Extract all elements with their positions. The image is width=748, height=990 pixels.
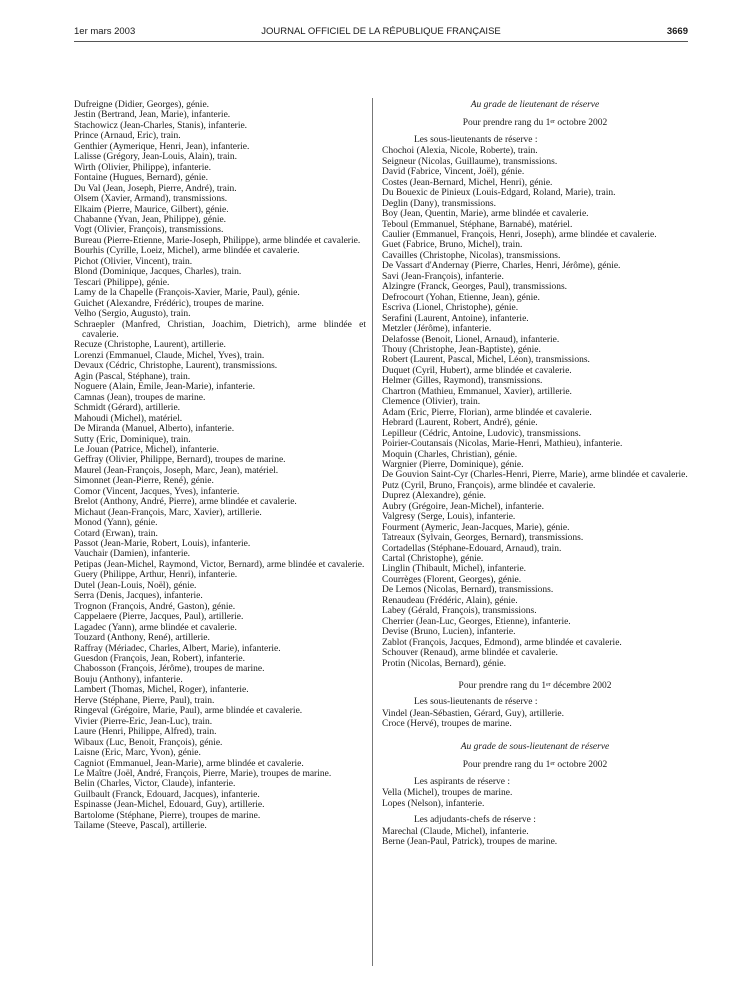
list-item: Geffray (Olivier, Philippe, Bernard), troupes de marine.: [74, 455, 286, 466]
list-item: Chochoi (Alexia, Nicole, Roberte), train.: [382, 146, 538, 157]
list-item: Clemence (Olivier), train.: [382, 397, 481, 408]
list-item: Wibaux (Luc, Benoit, François), génie.: [74, 737, 223, 748]
list-item: Marechal (Claude, Michel), infanterie.: [382, 826, 529, 837]
rank-date-sup: er: [546, 682, 551, 689]
entries-list-3: [382, 788, 688, 809]
page-number: 3669: [666, 26, 688, 37]
list-item: Agin (Pascal, Stéphane), train.: [74, 371, 191, 382]
list-item: Cortadellas (Stéphane-Edouard, Arnaud), train.: [382, 543, 562, 554]
list-item: Dutel (Jean-Louis, Noël), génie.: [74, 580, 197, 591]
list-item: Laure (Henri, Philippe, Alfred), train.: [74, 727, 217, 738]
list-item: Touzard (Anthony, René), artillerie.: [74, 633, 210, 644]
list-item: Schouver (Renaud), arme blindée et cavalerie.: [382, 648, 558, 659]
list-item: Lorenzi (Emmanuel, Claude, Michel, Yves), train.: [74, 350, 265, 361]
list-item: Valgresy (Serge, Louis), infanterie.: [382, 512, 516, 523]
list-item: Guesdon (François, Jean, Robert), infanterie.: [74, 654, 245, 665]
list-item: De Vassart d'Andernay (Pierre, Charles, Henri, Jérôme), génie.: [382, 261, 621, 272]
list-item: Le Jouan (Patrice, Michel), infanterie.: [74, 444, 219, 455]
list-item: Michaut (Jean-François, Marc, Xavier), artillerie.: [74, 507, 262, 518]
list-item: Blond (Dominique, Jacques, Charles), train.: [74, 267, 242, 278]
list-item: Camnas (Jean), troupes de marine.: [74, 392, 206, 403]
list-item: Teboul (Emmanuel, Stéphane, Barnabé), matériel.: [382, 219, 573, 230]
list-item: Le Maître (Joël, André, François, Pierre, Marie), troupes de marine.: [74, 769, 332, 779]
list-item: Fourment (Aymeric, Jean-Jacques, Marie), génie.: [382, 522, 570, 533]
issue-date: 1er mars 2003: [74, 26, 136, 37]
rank-date-october-2: [382, 760, 688, 770]
list-item: Schraepler (Manfred, Christian, Joachim, Dietrich), arme blindée et cavalerie.: [74, 319, 366, 340]
list-item: Espinasse (Jean-Michel, Edouard, Guy), artillerie.: [74, 800, 265, 811]
list-item: Monod (Yann), génie.: [74, 518, 158, 529]
list-item: Recuze (Christophe, Laurent), artillerie.: [74, 340, 226, 351]
category-sous-lieutenants: Les sous-lieutenants de réserve :: [414, 134, 538, 145]
list-item: Herve (Stéphane, Pierre, Paul), train.: [74, 695, 215, 706]
list-item: Cherrier (Jean-Luc, Georges, Etienne), infanterie.: [382, 616, 571, 627]
column-divider: [372, 98, 373, 966]
rank-date-text: octobre 2002: [555, 118, 608, 129]
list-item: Cavailles (Christophe, Nicolas), transmissions.: [382, 250, 561, 261]
left-column: [74, 100, 366, 832]
list-item: Du Val (Jean, Joseph, Pierre, André), train.: [74, 183, 237, 194]
list-item: Laisne (Eric, Marc, Yvon), génie.: [74, 748, 201, 759]
rank-date-text: Pour prendre rang du 1: [458, 681, 547, 692]
list-item: Wargnier (Pierre, Dominique), génie.: [382, 459, 524, 470]
list-item: Berne (Jean-Paul, Patrick), troupes de marine.: [382, 837, 558, 847]
entries-list-2: [382, 709, 688, 730]
list-item: Hebrard (Laurent, Robert, André), génie.: [382, 418, 538, 429]
category-aspirants: Les aspirants de réserve :: [414, 776, 511, 787]
list-item: Cappelaere (Pierre, Jacques, Paul), artillerie.: [74, 612, 244, 623]
category-sous-lieutenants-2: Les sous-lieutenants de réserve :: [414, 697, 538, 708]
rank-date-text: octobre 2002: [555, 760, 608, 771]
list-item: Lagadec (Yann), arme blindée et cavalerie.: [74, 622, 237, 633]
list-item: Serra (Denis, Jacques), infanterie.: [74, 591, 203, 602]
list-item: Protin (Nicolas, Bernard), génie.: [382, 658, 506, 669]
list-item: Petipas (Jean-Michel, Raymond, Victor, Bernard), arme blindée et cavalerie.: [74, 559, 365, 570]
list-item: Robert (Laurent, Pascal, Michel, Léon), transmissions.: [382, 355, 590, 366]
list-item: Guet (Fabrice, Bruno, Michel), train.: [382, 240, 523, 251]
list-item: Courrèges (Florent, Georges), génie.: [382, 574, 522, 585]
list-item: Cotard (Erwan), train.: [74, 528, 158, 539]
list-item: Vella (Michel), troupes de marine.: [382, 788, 513, 799]
list-item: Schmidt (Gérard), artillerie.: [74, 403, 181, 414]
category-adjudants-chefs: Les adjudants-chefs de réserve :: [414, 815, 536, 826]
list-item: Seigneur (Nicolas, Guillaume), transmissions.: [382, 156, 558, 167]
right-column: [382, 100, 688, 847]
list-item: Bartolome (Stéphane, Pierre), troupes de marine.: [74, 810, 261, 821]
rank-date-text: Pour prendre rang du 1: [462, 760, 551, 771]
list-item: Cagniot (Emmanuel, Jean-Marie), arme blindée et cavalerie.: [74, 758, 304, 769]
list-item: Aubry (Grégoire, Jean-Michel), infanterie.: [382, 501, 544, 512]
rank-date-sup: er: [550, 761, 555, 768]
list-item: Maurel (Jean-François, Joseph, Marc, Jean), matériel.: [74, 465, 279, 476]
list-item: Serafini (Laurent, Antoine), infanterie.: [382, 313, 529, 324]
entries-list-4: [382, 827, 688, 848]
list-item: Moquin (Charles, Christian), génie.: [382, 449, 518, 460]
list-item: Vogt (Olivier, François), transmissions.: [74, 225, 224, 236]
list-item: Genthier (Aymerique, Henri, Jean), infanterie.: [74, 141, 250, 152]
page-header: [74, 26, 688, 40]
list-item: Metzler (Jérôme), infanterie.: [382, 324, 492, 335]
list-item: Helmer (Gilles, Raymond), transmissions.: [382, 376, 543, 387]
list-item: Renaudeau (Frédéric, Alain), génie.: [382, 595, 518, 606]
list-item: Guery (Philippe, Arthur, Henri), infanterie.: [74, 570, 238, 581]
list-item: Thouy (Christophe, Jean-Baptiste), génie.: [382, 344, 541, 355]
list-item: Lopes (Nelson), infanterie.: [382, 798, 485, 809]
list-item: Fontaine (Hugues, Bernard), génie.: [74, 173, 209, 184]
list-item: Lepilleur (Cédric, Antoine, Ludovic), transmissions.: [382, 428, 581, 439]
journal-title: JOURNAL OFFICIEL DE LA RÉPUBLIQUE FRANÇAISE: [261, 26, 501, 37]
list-item: Raffray (Mériadec, Charles, Albert, Marie), infanterie.: [74, 643, 281, 654]
list-item: Costes (Jean-Bernard, Michel, Henri), génie.: [382, 177, 553, 188]
list-item: Guichet (Alexandre, Frédéric), troupes de marine.: [74, 298, 264, 309]
list-item: Prince (Arnaud, Eric), train.: [74, 131, 181, 142]
list-item: Savi (Jean-François), infanterie.: [382, 271, 504, 282]
list-item: Bourhis (Cyrille, Loeiz, Michel), arme blindée et cavalerie.: [74, 246, 300, 257]
list-item: Duquet (Cyril, Hubert), arme blindée et cavalerie.: [382, 365, 572, 376]
list-item: Comor (Vincent, Jacques, Yves), infanterie.: [74, 486, 240, 497]
list-item: Caulier (Emmanuel, François, Henri, Joseph), arme blindée et cavalerie.: [382, 229, 657, 240]
list-item: Bouju (Anthony), infanterie.: [74, 674, 183, 685]
list-item: Pichot (Olivier, Vincent), train.: [74, 256, 193, 267]
list-item: Defrocourt (Yohan, Etienne, Jean), génie.: [382, 292, 540, 303]
list-item: Putz (Cyril, Bruno, François), arme blindée et cavalerie.: [382, 480, 596, 491]
list-item: Passot (Jean-Marie, Robert, Louis), infanterie.: [74, 539, 251, 550]
list-item: Croce (Hervé), troupes de marine.: [382, 719, 512, 730]
list-item: De Gouvion Saint-Cyr (Charles-Henri, Pierre, Marie), arme blindée et cavalerie.: [382, 470, 688, 481]
list-item: Chabanne (Yvan, Jean, Philippe), génie.: [74, 214, 227, 225]
rank-date-text: décembre 2002: [550, 681, 612, 692]
list-item: Chartron (Mathieu, Emmanuel, Xavier), artillerie.: [382, 386, 572, 397]
list-item: Alzingre (Franck, Georges, Paul), transmissions.: [382, 282, 568, 293]
list-item: Zablot (François, Jacques, Edmond), arme blindée et cavalerie.: [382, 637, 622, 648]
list-item: David (Fabrice, Vincent, Joël), génie.: [382, 167, 525, 178]
list-item: Vivier (Pierre-Eric, Jean-Luc), train.: [74, 716, 213, 727]
list-item: Escriva (Lionel, Christophe), génie.: [382, 303, 519, 314]
list-item: Boy (Jean, Quentin, Marie), arme blindée et cavalerie.: [382, 209, 589, 220]
list-item: Simonnet (Jean-Pierre, René), génie.: [74, 476, 214, 487]
list-item: Du Bouexic de Pinieux (Louis-Edgard, Roland, Marie), train.: [382, 188, 616, 199]
list-item: Chabosson (François, Jérôme), troupes de marine.: [74, 664, 265, 675]
list-item: Brelot (Anthony, André, Pierre), arme blindée et cavalerie.: [74, 497, 297, 508]
list-item: Delafosse (Benoit, Lionel, Arnaud), infanterie.: [382, 334, 560, 345]
rank-date-sup: er: [550, 119, 555, 126]
list-item: Mahoudi (Michel), matériel.: [74, 413, 183, 424]
grade-heading-sous-lieutenant: Au grade de sous-lieutenant de réserve: [460, 741, 610, 752]
list-item: Dufreigne (Didier, Georges), génie.: [74, 100, 210, 110]
list-item: De Lemos (Nicolas, Bernard), transmissions.: [382, 585, 554, 596]
list-item: Labey (Gérald, François), transmissions.: [382, 606, 537, 617]
header-rule: [74, 41, 688, 42]
list-item: Devise (Bruno, Lucien), infanterie.: [382, 627, 516, 638]
list-item: Lambert (Thomas, Michel, Roger), infanterie.: [74, 685, 249, 696]
list-item: Stachowicz (Jean-Charles, Stanis), infanterie.: [74, 120, 248, 131]
entries-list-1: [382, 146, 688, 669]
rank-date-text: Pour prendre rang du 1: [462, 118, 551, 129]
rank-date-october: [382, 118, 688, 128]
list-item: Ringeval (Grégoire, Marie, Paul), arme blindée et cavalerie.: [74, 706, 303, 717]
list-item: Lamy de la Chapelle (François-Xavier, Marie, Paul), génie.: [74, 288, 300, 299]
grade-heading-lieutenant: Au grade de lieutenant de réserve: [470, 100, 600, 110]
list-item: Bureau (Pierre-Etienne, Marie-Joseph, Philippe), arme blindée et cavalerie.: [74, 235, 361, 246]
list-item: Deglin (Dany), transmissions.: [382, 198, 496, 209]
list-item: Poirier-Coutansais (Nicolas, Marie-Henri, Mathieu), infanterie.: [382, 439, 623, 450]
list-item: Linglin (Thibault, Michel), infanterie.: [382, 564, 527, 575]
list-item: Guilbault (Franck, Edouard, Jacques), infanterie.: [74, 789, 260, 800]
list-item: Wirth (Olivier, Philippe), infanterie.: [74, 162, 211, 173]
list-item: Noguere (Alain, Emile, Jean-Marie), infanterie.: [74, 382, 255, 393]
list-item: Velho (Sergio, Augusto), train.: [74, 309, 191, 320]
list-item: Elkaim (Pierre, Maurice, Gilbert), génie.: [74, 204, 229, 215]
list-item: Trognon (François, André, Gaston), génie.: [74, 601, 236, 612]
list-item: Belin (Charles, Victor, Claude), infanterie.: [74, 779, 236, 790]
list-item: Sutty (Eric, Dominique), train.: [74, 434, 191, 445]
list-item: Vindel (Jean-Sébastien, Gérard, Guy), artillerie.: [382, 708, 564, 719]
list-item: Tatreaux (Sylvain, Georges, Bernard), transmissions.: [382, 533, 584, 544]
list-item: Lalisse (Grégory, Jean-Louis, Alain), train.: [74, 152, 237, 163]
list-item: Tescari (Philippe), génie.: [74, 277, 170, 288]
list-item: Adam (Eric, Pierre, Florian), arme blindée et cavalerie.: [382, 407, 592, 418]
list-item: Devaux (Cédric, Christophe, Laurent), transmissions.: [74, 361, 278, 372]
list-item: De Miranda (Manuel, Alberto), infanterie.: [74, 424, 235, 435]
list-item: Vauchair (Damien), infanterie.: [74, 549, 191, 560]
list-item: Tailame (Steeve, Pascal), artillerie.: [74, 821, 207, 832]
list-item: Duprez (Alexandre), génie.: [382, 491, 486, 502]
list-item: Cartal (Christophe), génie.: [382, 554, 484, 565]
rank-date-december: [382, 681, 688, 691]
list-item: Jestin (Bertrand, Jean, Marie), infanterie.: [74, 110, 231, 121]
list-item: Olsem (Xavier, Armand), transmissions.: [74, 194, 228, 205]
